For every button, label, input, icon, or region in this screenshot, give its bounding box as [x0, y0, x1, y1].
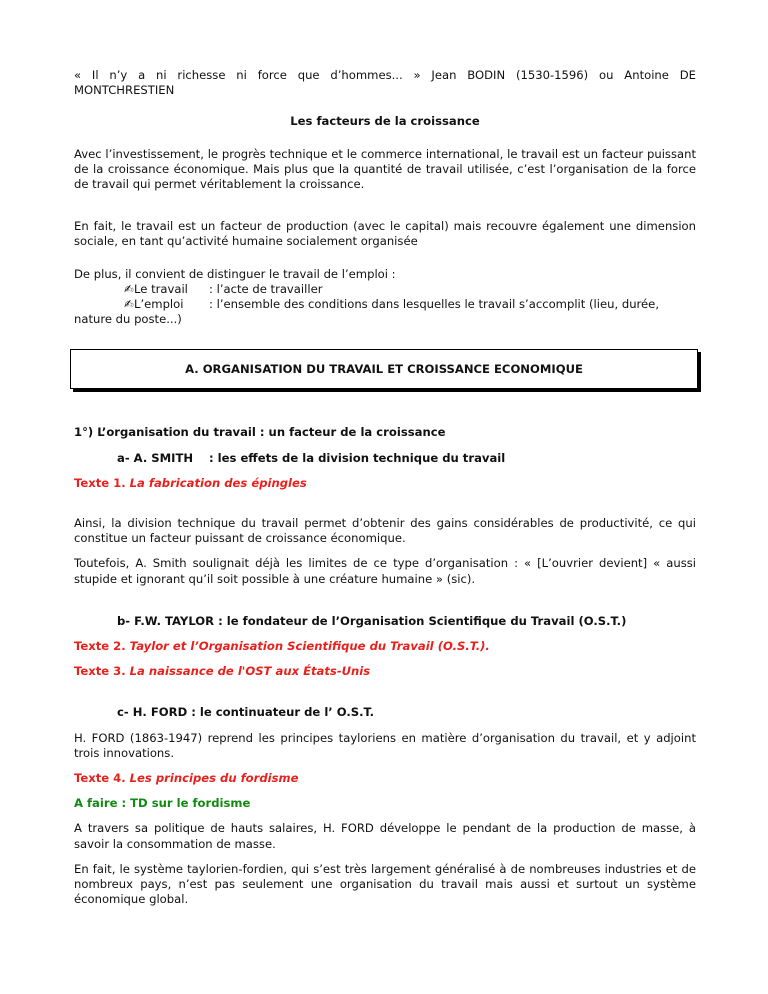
part-b-heading: b- F.W. TAYLOR : le fondateur de l’Organisation Scientifique du Travail (O.S.T.) [117, 613, 627, 628]
definition-text: : l’ensemble des conditions dans lesquelles le travail s’accomplit (lieu, durée, [209, 297, 659, 312]
assignment-note: A faire : TD sur le fordisme [74, 796, 251, 811]
document-page [74, 68, 696, 907]
part-c-heading: c- H. FORD : le continuateur de l’ O.S.T. [117, 705, 375, 720]
main-title: Les facteurs de la croissance [290, 114, 480, 129]
definition-text: : l’acte de travailler [209, 281, 323, 296]
definition-item [74, 297, 696, 312]
writing-hand-bullet-icon: ✍ [124, 281, 134, 296]
definition-term: ✍L’emploi [124, 297, 184, 312]
writing-hand-bullet-icon: ✍ [124, 297, 134, 312]
opening-quote-continuation: MONTCHRESTIEN [74, 83, 175, 98]
smith-paragraph-1: Ainsi, la division technique du travail permet d’obtenir des gains considérables de productivité, ce qui constitue un facteur puissant de croissance économique. [74, 516, 696, 546]
texte-2-link[interactable]: Texte 2. Taylor et l’Organisation Scientifique du Travail (O.S.T.). [74, 639, 490, 654]
ford-paragraph-1: H. FORD (1863-1947) reprend les principes tayloriens en matière d’organisation du travail, et y adjoint trois innovations. [74, 730, 696, 760]
texte-3-link[interactable]: Texte 3. La naissance de l'OST aux États-Unis [74, 664, 371, 679]
intro-paragraph: Avec l’investissement, le progrès technique et le commerce international, le travail est un facteur puissant de la croissance économique. Mais plus que la quantité de travail utilisée, c’est l’organisation de la force de travail qui permet véritablement la croissance. [74, 146, 696, 192]
opening-quote: « Il n’y a ni richesse ni force que d’hommes... » Jean BODIN (1530-1596) ou Antoine DE [74, 68, 696, 82]
texte-1-link[interactable]: Texte 1. La fabrication des épingles [74, 475, 307, 490]
section-a-box [70, 349, 698, 389]
definition-item [74, 282, 696, 297]
definition-continuation: nature du poste...) [74, 312, 182, 327]
definition-term: ✍Le travail [124, 281, 188, 296]
labor-dimension-paragraph: En fait, le travail est un facteur de production (avec le capital) mais recouvre également une dimension sociale, en tant qu’activité humaine socialement organisée [74, 219, 696, 249]
section-a-title: A. ORGANISATION DU TRAVAIL ET CROISSANCE ECONOMIQUE [185, 362, 583, 377]
texte-4-link[interactable]: Texte 4. Les principes du fordisme [74, 771, 299, 786]
smith-paragraph-2: Toutefois, A. Smith soulignait déjà les limites de ce type d’organisation : « [L’ouvrier devient] « aussi stupide et ignorant qu’il soit possible à une créature humaine » (sic). [74, 556, 696, 586]
distinction-intro: De plus, il convient de distinguer le travail de l’emploi : [74, 266, 396, 281]
ford-paragraph-3: En fait, le système taylorien-fordien, qui s’est très largement généralisé à de nombreuses industries et de nombreux pays, n’est pas seulement une organisation du travail mais aussi et surtout un système économique global. [74, 861, 696, 907]
part-a-heading: a- A. SMITH : les effets de la division technique du travail [117, 450, 506, 465]
subsection-1-title: 1°) L’organisation du travail : un facteur de la croissance [74, 425, 446, 440]
ford-paragraph-2: A travers sa politique de hauts salaires, H. FORD développe le pendant de la production de masse, à savoir la consommation de masse. [74, 821, 696, 851]
